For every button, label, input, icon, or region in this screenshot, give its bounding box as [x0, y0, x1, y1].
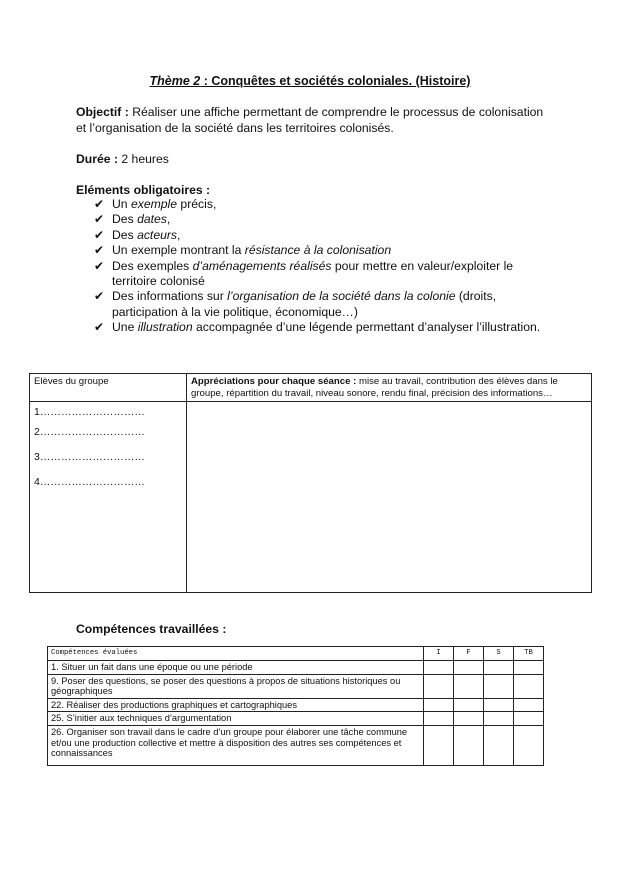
competences-heading: Compétences travaillées :	[76, 622, 227, 636]
list-item: ✔ Des informations sur l’organisation de la société dans la colonie (droits, participation à la vie politique, économique…)	[94, 289, 497, 319]
level-cell[interactable]	[484, 661, 514, 675]
level-header-f: F	[454, 647, 484, 661]
required-elements-list	[94, 197, 554, 336]
checkmark-icon: ✔	[94, 320, 105, 335]
member-line-3[interactable]: 3…………………………	[34, 451, 145, 463]
objectif-paragraph	[76, 104, 556, 136]
duree-text: 2 heures	[118, 152, 169, 166]
level-cell[interactable]	[454, 712, 484, 726]
level-cell[interactable]	[514, 725, 544, 765]
level-cell[interactable]	[424, 661, 454, 675]
member-line-2[interactable]: 2…………………………	[34, 426, 145, 438]
level-cell[interactable]	[484, 698, 514, 712]
level-cell[interactable]	[514, 674, 544, 698]
appreciations-header: Appréciations pour chaque séance : mise au travail, contribution des élèves dans le groupe, répartition du travail, niveau sonore, rendu final, précision des informations…	[187, 374, 592, 402]
list-item: ✔ Une illustration accompagnée d’une légende permettant d’analyser l’illustration.	[94, 320, 541, 335]
level-cell[interactable]	[424, 712, 454, 726]
competences-header: Compétences évaluées	[48, 647, 424, 661]
level-header-tb: TB	[514, 647, 544, 661]
level-cell[interactable]	[514, 698, 544, 712]
objectif-label: Objectif :	[76, 105, 129, 119]
list-item: ✔ Des dates,	[94, 212, 171, 227]
competence-row: 25. S’initier aux techniques d’argumentation	[48, 712, 424, 726]
checkmark-icon: ✔	[94, 212, 105, 227]
list-item: ✔ Des exemples d’aménagements réalisés pour mettre en valeur/exploiter le territoire colonisé	[94, 258, 514, 289]
group-members-cell[interactable]	[30, 402, 187, 593]
level-cell[interactable]	[484, 712, 514, 726]
title-text: : Conquêtes et sociétés coloniales. (Histoire)	[200, 74, 471, 88]
level-cell[interactable]	[484, 725, 514, 765]
group-members-header: Elèves du groupe	[30, 374, 187, 402]
level-cell[interactable]	[424, 674, 454, 698]
list-item: ✔ Un exemple précis,	[94, 197, 217, 211]
page-title	[0, 74, 620, 88]
level-cell[interactable]	[424, 698, 454, 712]
list-item: ✔ Des acteurs,	[94, 227, 181, 242]
competences-table	[47, 646, 544, 766]
level-cell[interactable]	[424, 725, 454, 765]
checkmark-icon: ✔	[94, 227, 105, 242]
title-theme: Thème 2	[149, 74, 201, 88]
level-cell[interactable]	[454, 661, 484, 675]
level-cell[interactable]	[454, 725, 484, 765]
duree-paragraph	[76, 151, 556, 167]
level-header-s: S	[484, 647, 514, 661]
appreciations-cell[interactable]	[187, 402, 592, 593]
level-header-i: I	[424, 647, 454, 661]
level-cell[interactable]	[514, 712, 544, 726]
level-cell[interactable]	[514, 661, 544, 675]
level-cell[interactable]	[454, 674, 484, 698]
elements-heading: Eléments obligatoires :	[76, 183, 211, 197]
competence-row: 9. Poser des questions, se poser des questions à propos de situations historiques ou géographiques	[48, 674, 424, 698]
checkmark-icon: ✔	[94, 197, 105, 211]
competence-row: 1. Situer un fait dans une époque ou une période	[48, 661, 424, 675]
level-cell[interactable]	[484, 674, 514, 698]
competence-row: 22. Réaliser des productions graphiques et cartographiques	[48, 698, 424, 712]
competence-row: 26. Organiser son travail dans le cadre d’un groupe pour élaborer une tâche commune et/ou une production collective et mettre à disposition des autres ses compétences et connaissances	[48, 725, 424, 765]
list-item: ✔ Un exemple montrant la résistance à la colonisation	[94, 243, 392, 258]
duree-label: Durée :	[76, 152, 118, 166]
objectif-text: Réaliser une affiche permettant de comprendre le processus de colonisation et l’organisation de la société dans les territoires colonisés.	[76, 105, 544, 135]
member-line-4[interactable]: 4…………………………	[34, 476, 145, 488]
member-line-1[interactable]: 1…………………………	[34, 406, 145, 418]
group-evaluation-table	[29, 373, 592, 593]
level-cell[interactable]	[454, 698, 484, 712]
checkmark-icon: ✔	[94, 243, 105, 258]
checkmark-icon: ✔	[94, 258, 105, 273]
checkmark-icon: ✔	[94, 289, 105, 304]
